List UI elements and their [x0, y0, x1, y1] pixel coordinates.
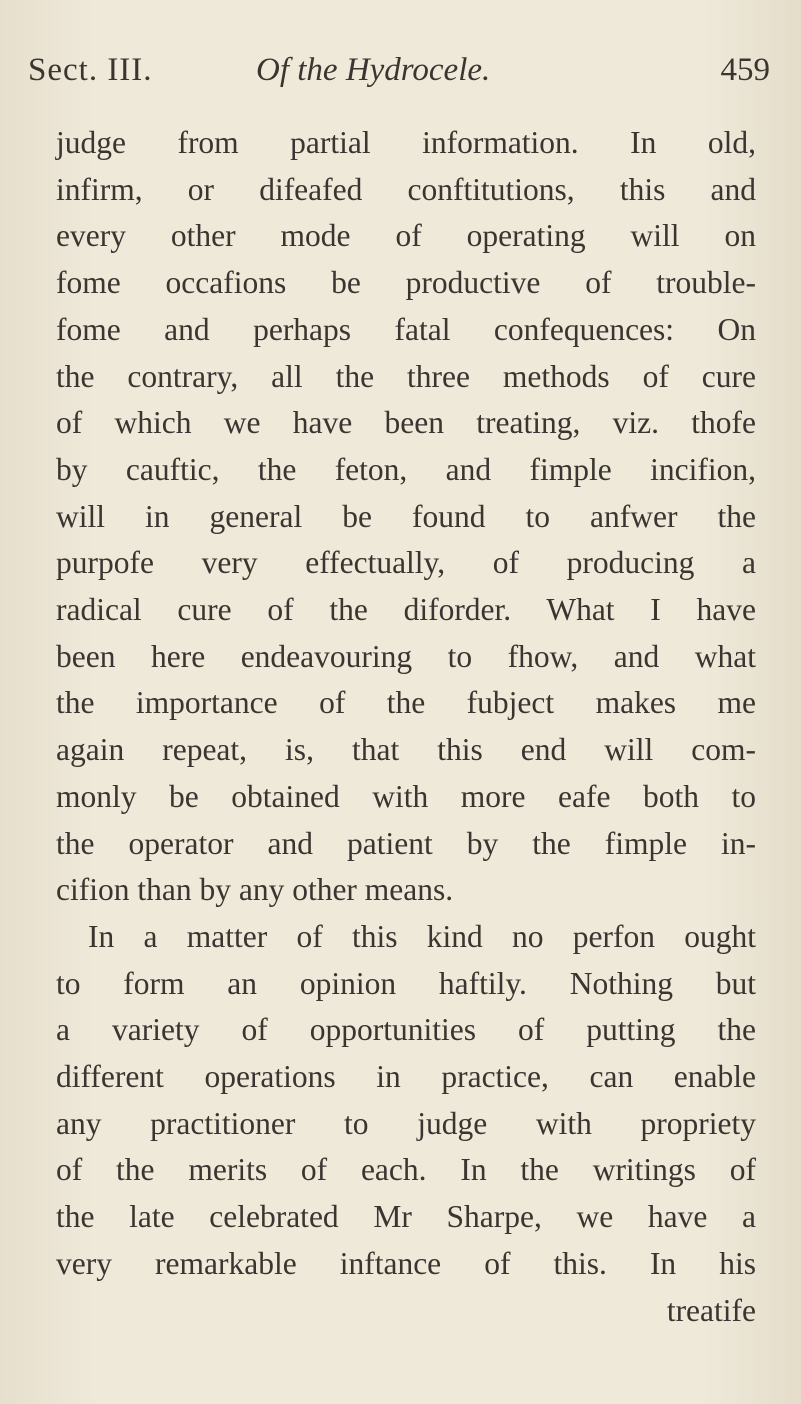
text-line: any practitioner to judge with propriety: [56, 1105, 756, 1141]
running-title: Of the Hydrocele.: [256, 52, 491, 88]
text-line: been here endeavouring to fhow, and what: [56, 638, 756, 674]
text-line: the late celebrated Mr Sharpe, we have a: [56, 1199, 756, 1235]
text-line: the importance of the fubject makes me: [56, 685, 756, 721]
text-line: radical cure of the diforder. What I have: [56, 592, 756, 628]
text-line: by cauftic, the feton, and fimple incifion,: [56, 451, 756, 487]
text-line: very remarkable inftance of this. In his: [56, 1245, 756, 1281]
text-line: every other mode of operating will on: [56, 218, 756, 254]
text-line: monly be obtained with more eafe both to: [56, 778, 756, 814]
text-line: different operations in practice, can enable: [56, 1059, 756, 1095]
text-line: the contrary, all the three methods of cure: [56, 358, 756, 394]
text-line: of the merits of each. In the writings of: [56, 1152, 756, 1188]
text-line: cifion than by any other means.: [56, 872, 454, 908]
page-number: 459: [720, 52, 770, 88]
text-line: a variety of opportunities of putting the: [56, 1012, 756, 1048]
text-line: fome occafions be productive of trouble-: [56, 265, 756, 301]
text-line: purpofe very effectually, of producing a: [56, 545, 756, 581]
text-line: to form an opinion haftily. Nothing but: [56, 965, 756, 1001]
paragraph-1: [56, 120, 756, 914]
text-line: judge from partial information. In old,: [56, 125, 756, 160]
paragraph-2: [56, 914, 756, 1288]
text-line: the operator and patient by the fimple in-: [56, 825, 756, 861]
text-line: will in general be found to anfwer the: [56, 498, 756, 534]
text-line: of which we have been treating, viz. thofe: [56, 405, 756, 441]
text-line: fome and perhaps fatal confequences: On: [56, 311, 756, 347]
section-label: Sect. III.: [28, 52, 153, 88]
text-line: again repeat, is, that this end will com-: [56, 732, 756, 768]
body-text: [56, 120, 756, 1334]
text-line: infirm, or difeafed conftitutions, this and: [56, 171, 756, 207]
running-header: [28, 52, 770, 100]
catchword: treatife: [666, 1292, 756, 1328]
text-line: In a matter of this kind no perfon ought: [88, 918, 756, 954]
